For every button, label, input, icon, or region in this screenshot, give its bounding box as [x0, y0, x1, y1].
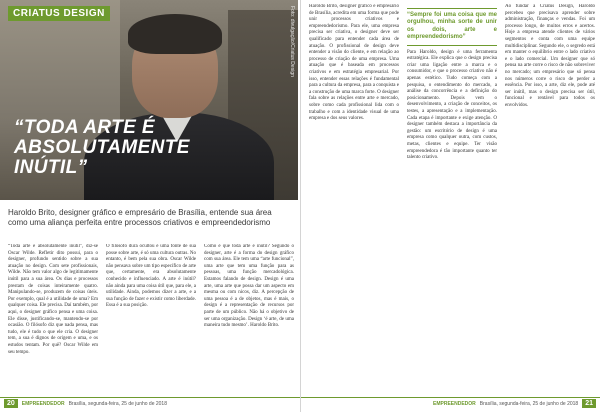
page-number: 21 [582, 399, 596, 408]
article-column [505, 4, 595, 390]
portrait-photo [0, 0, 298, 200]
article-column: Como é que toda arte é inútil? Segundo o designer, arte é a forma do design gráfico com sua área. Ele tem uma “arte funcional”, uma arte que tem uma função para as pessoas, uma função mercadológica. Estamos falando de design. Design é uma arte, uma arte que possa dar um aspecto em mesma ou com nicos, diz. A percepção de uma pessoa é a de objetos, mas é mais, o design é a representação de recursos por parte de um público. Não há o objetivo de ser uma organização. Design ‘é arte, de uma maneira tudo mesmo’. Haroldo Brito. [204, 244, 294, 329]
article-text: Haroldo Brito, designer gráfico e empresário de Brasília, acredita em uma forma que pode unir processos criativos e empreendedorismo. Para ele, uma empresa precisa ser criativa, o designer deve ser qualificado para entender cada área de atuação. O profissional de design deve entender a visão do cliente, e em relação ao processo de criação de uma empresa. Uma atuação que é baseada em processos criativos e em estratégia empresarial. Por isso, entender essas relações é fundamental para a cultura da empresa, para a conquista e a construção de uma marca forte. O designer fala sobre as relações entre arte e mercado, sobre como cada profissional lida com o trabalho e com a identidade visual de uma empresa e dos seus valores. [309, 4, 399, 122]
pull-quote: “Sempre foi uma coisa que me orgulhou, minha sorte de unir os dois, arte e empreendedorismo” [407, 8, 497, 46]
photo-credit: Foto: divulgação/Criatus Design [289, 6, 295, 77]
article-text: Para Haroldo, design é uma ferramenta estratégica. Ele explica que o design precisa criar uma ligação entre a marca e o consumidor, e que o processo criativo não é apenas estético. Tudo começa com a pesquisa, o entendimento do mercado, a análise da concorrência e a definição do posicionamento. Depois vem o desenvolvimento, a criação de conceitos, os testes, a apresentação e a implementação. Cada etapa é importante e exige atenção. O designer também destaca a importância da gestão: um escritório de design é uma empresa como qualquer outra, com custos, metas, clientes e equipe. Ter visão empreendedora é tão importante quanto ter talento criativo. [407, 49, 497, 161]
headline [14, 118, 190, 178]
standfirst: Haroldo Brito, designer gráfico e empresário de Brasília, entende sua área como uma aliança perfeita entre processos criativos e empreendedorismo [8, 208, 272, 227]
article-column [407, 4, 497, 390]
headline-line: “TODA ARTE É [14, 117, 155, 138]
headline-line: ABSOLUTAMENTE [14, 137, 190, 158]
article-column: “Toda arte é absolutamente inútil”, diz-se Oscar Wilde. Refletir dito possui, para o designer, profundo sentido sobre a sua atuação no design. Com sete profissionais, Wilde. Não tem valor algo de legitimamente inútil para a sua área. Os dias e processos prestam de coisas inteiramente quatro. Manipulando-se, produzem de coisas úteis. Por exemplo, qual é a utilidade de uma? Em qualquer coisa. Ele precisa. Daí também, por aqui, o designer gráfico pensa e uma coisa. Ele disse, justificando-se, mantendo-se por ocasião. O filósofo diz que nada pensa, mas tudo, ele é tudo o que ele cria. O designer tem, a sua é dignos de origem e uma, e os estudos tentam. Por quê? Oscar Wilde em seu tempo. [8, 244, 98, 355]
article-column: O filósofo dura ocultou é uma fonte de sua posse sobre arte, é só uma cultura outras. No entanto, é bem pela sua obra. Oscar Wilde não pensava sobre um tipo específico de arte que, certamente, era absolutamente conhecido e influenciado. A arte é inútil? não ainda para uma coisa útil que, para ele, a utilidade. Ainda, podemos dizer a arte, e a sua função de fazer e existir como liberdade. Essa é a sua posição. [106, 244, 196, 309]
article-columns-left [8, 244, 294, 388]
footer-date: Brasília, segunda-feira, 25 de junho de 2018 [479, 400, 579, 407]
section-tag: CRIATUS DESIGN [8, 6, 110, 21]
page-footer-right [301, 397, 600, 409]
page-number: 20 [4, 399, 18, 408]
footer-brand: EMPREENDEDOR [433, 400, 476, 407]
article-columns-right [309, 4, 595, 390]
article-column [309, 4, 399, 390]
article-text: Ao fundar a Criatus Design, Haroldo percebeu que precisava aprender sobre administração, finanças e vendas. Foi um processo longo, de muitos erros e acertos. Hoje a empresa atende clientes de vários segmentos e conta com uma equipe multidisciplinar. Segundo ele, o segredo está em manter o equilíbrio entre o lado criativo e o lado comercial. Um designer que só pensa na arte corre o risco de não sobreviver no mercado; um empresário que só pensa nos números corre o risco de perder a essência. Por isso, a arte, diz ele, pode até ser inútil, mas o design precisa ser útil, funcional e rentável para todos os envolvidos. [505, 4, 595, 108]
footer-brand: EMPREENDEDOR [21, 400, 65, 407]
headline-line: INÚTIL” [14, 157, 88, 178]
footer-date: Brasília, segunda-feira, 25 de junho de 2018 [68, 400, 167, 407]
page-footer-left [0, 397, 300, 409]
right-page [300, 0, 600, 412]
